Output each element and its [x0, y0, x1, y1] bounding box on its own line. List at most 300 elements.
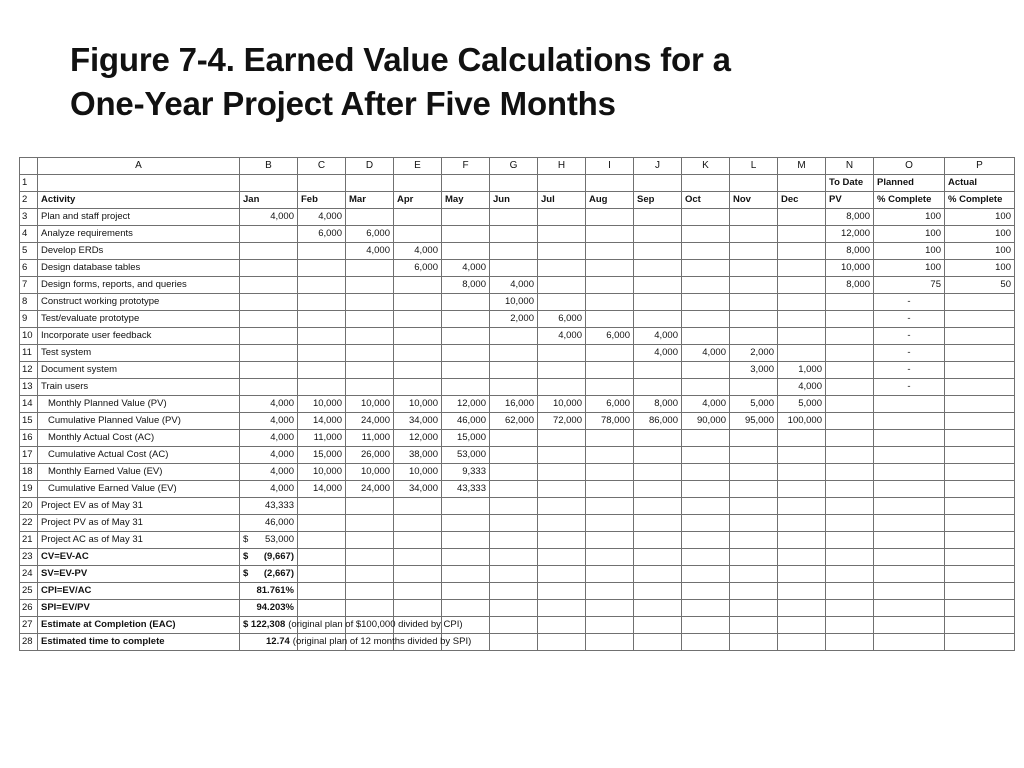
cell-g: Jun	[490, 192, 538, 209]
table-row	[20, 192, 1015, 209]
cell-k	[682, 175, 730, 192]
row-number: 11	[20, 345, 38, 362]
cell-e	[394, 294, 442, 311]
table-row	[20, 175, 1015, 192]
cell-f	[442, 566, 490, 583]
cell-value: 53,000	[264, 534, 294, 545]
cell-l	[730, 447, 778, 464]
cell-h	[538, 243, 586, 260]
cell-i: 6,000	[586, 396, 634, 413]
cell-n: 8,000	[826, 209, 874, 226]
cell-e	[394, 175, 442, 192]
cell-j	[634, 549, 682, 566]
cell-o	[874, 549, 945, 566]
cell-h	[538, 532, 586, 549]
cell-b	[240, 175, 298, 192]
cell-c: 14,000	[298, 481, 346, 498]
cell-m	[778, 583, 826, 600]
cell-f	[442, 311, 490, 328]
cell-a: Document system	[38, 362, 240, 379]
cell-b	[240, 362, 298, 379]
cell-b	[240, 566, 298, 583]
cell-h	[538, 226, 586, 243]
cell-a: Project PV as of May 31	[38, 515, 240, 532]
cell-c	[298, 498, 346, 515]
cell-j: 86,000	[634, 413, 682, 430]
cell-f: 53,000	[442, 447, 490, 464]
cell-n: 8,000	[826, 243, 874, 260]
cell-l	[730, 260, 778, 277]
row-number: 3	[20, 209, 38, 226]
cell-k	[682, 277, 730, 294]
column-header-d: D	[346, 158, 394, 175]
cell-a	[38, 175, 240, 192]
column-header-f: F	[442, 158, 490, 175]
cell-l: 95,000	[730, 413, 778, 430]
cell-n	[826, 413, 874, 430]
cell-j	[634, 498, 682, 515]
cell-n: 12,000	[826, 226, 874, 243]
cell-c	[298, 583, 346, 600]
cell-c	[298, 600, 346, 617]
cell-p: 100	[945, 260, 1015, 277]
cell-b	[240, 311, 298, 328]
cell-e	[394, 311, 442, 328]
cell-i	[586, 260, 634, 277]
cell-f	[442, 515, 490, 532]
cell-n	[826, 617, 874, 634]
cell-o	[874, 498, 945, 515]
cell-value: (9,667)	[263, 551, 294, 562]
cell-h: 6,000	[538, 311, 586, 328]
cell-k	[682, 209, 730, 226]
cell-a: Train users	[38, 379, 240, 396]
cell-k: Oct	[682, 192, 730, 209]
cell-j	[634, 362, 682, 379]
cell-e	[394, 498, 442, 515]
cell-m	[778, 634, 826, 651]
cell-a: Activity	[38, 192, 240, 209]
cell-p	[945, 600, 1015, 617]
cell-l: 3,000	[730, 362, 778, 379]
cell-m	[778, 209, 826, 226]
cell-p: 100	[945, 209, 1015, 226]
cell-j	[634, 600, 682, 617]
cell-n	[826, 396, 874, 413]
table-row	[20, 362, 1015, 379]
cell-g: 2,000	[490, 311, 538, 328]
cell-n: PV	[826, 192, 874, 209]
cell-b	[240, 277, 298, 294]
cell-e: 34,000	[394, 413, 442, 430]
cell-n	[826, 532, 874, 549]
cell-n	[826, 498, 874, 515]
cell-k	[682, 600, 730, 617]
cell-c: 4,000	[298, 209, 346, 226]
column-header-c: C	[298, 158, 346, 175]
cell-k	[682, 362, 730, 379]
slide-title-line1: Figure 7-4. Earned Value Calculations for a	[70, 41, 731, 78]
cell-c	[298, 175, 346, 192]
cell-l: Nov	[730, 192, 778, 209]
cell-i: Aug	[586, 192, 634, 209]
cell-n	[826, 362, 874, 379]
cell-l	[730, 600, 778, 617]
cell-d	[346, 209, 394, 226]
cell-g	[490, 583, 538, 600]
row-number: 1	[20, 175, 38, 192]
row-number: 5	[20, 243, 38, 260]
cell-m	[778, 226, 826, 243]
cell-d: 4,000	[346, 243, 394, 260]
cell-l	[730, 617, 778, 634]
cell-o: -	[874, 362, 945, 379]
table-row	[20, 328, 1015, 345]
column-header-b: B	[240, 158, 298, 175]
cell-n	[826, 600, 874, 617]
cell-m	[778, 294, 826, 311]
cell-j	[634, 634, 682, 651]
cell-e: 38,000	[394, 447, 442, 464]
cell-l	[730, 175, 778, 192]
cell-m	[778, 345, 826, 362]
cell-h	[538, 294, 586, 311]
cell-j	[634, 277, 682, 294]
cell-o	[874, 447, 945, 464]
row-number: 13	[20, 379, 38, 396]
cell-m	[778, 515, 826, 532]
cell-n	[826, 481, 874, 498]
cell-i: 6,000	[586, 328, 634, 345]
cell-i	[586, 498, 634, 515]
cell-d: 10,000	[346, 464, 394, 481]
cell-b: 4,000	[240, 209, 298, 226]
row-number: 28	[20, 634, 38, 651]
cell-d: 24,000	[346, 413, 394, 430]
row-number: 20	[20, 498, 38, 515]
cell-m	[778, 549, 826, 566]
cell-n	[826, 566, 874, 583]
cell-f: 43,333	[442, 481, 490, 498]
cell-b: 4,000	[240, 464, 298, 481]
cell-p	[945, 430, 1015, 447]
cell-j	[634, 175, 682, 192]
cell-b	[240, 226, 298, 243]
cell-l	[730, 379, 778, 396]
cell-i	[586, 617, 634, 634]
cell-o	[874, 532, 945, 549]
slide-title	[70, 38, 970, 126]
cell-f	[442, 328, 490, 345]
column-header-n: N	[826, 158, 874, 175]
cell-b: 4,000	[240, 396, 298, 413]
cell-l	[730, 464, 778, 481]
cell-p	[945, 379, 1015, 396]
cell-e	[394, 532, 442, 549]
row-number: 27	[20, 617, 38, 634]
cell-b: Jan	[240, 192, 298, 209]
table-row	[20, 447, 1015, 464]
cell-d: 24,000	[346, 481, 394, 498]
row-number: 26	[20, 600, 38, 617]
table-row	[20, 396, 1015, 413]
cell-d	[346, 277, 394, 294]
cell-i	[586, 311, 634, 328]
cell-j	[634, 243, 682, 260]
cell-d	[346, 515, 394, 532]
cell-k	[682, 311, 730, 328]
cell-f: 46,000	[442, 413, 490, 430]
cell-d	[346, 328, 394, 345]
cell-f	[442, 209, 490, 226]
cell-i	[586, 277, 634, 294]
cell-k	[682, 515, 730, 532]
table-row	[20, 209, 1015, 226]
cell-l	[730, 243, 778, 260]
cell-n	[826, 345, 874, 362]
cell-i	[586, 481, 634, 498]
row-number: 25	[20, 583, 38, 600]
cell-n: 8,000	[826, 277, 874, 294]
cell-g	[490, 498, 538, 515]
cell-p	[945, 583, 1015, 600]
row-number: 22	[20, 515, 38, 532]
cell-c	[298, 515, 346, 532]
cell-c	[298, 532, 346, 549]
cell-h: 72,000	[538, 413, 586, 430]
cell-e: Apr	[394, 192, 442, 209]
cell-a: Cumulative Earned Value (EV)	[38, 481, 240, 498]
table-row	[20, 379, 1015, 396]
column-header-g: G	[490, 158, 538, 175]
cell-e: 10,000	[394, 464, 442, 481]
cell-b	[240, 379, 298, 396]
cell-k	[682, 464, 730, 481]
cell-a: Cumulative Planned Value (PV)	[38, 413, 240, 430]
cell-p	[945, 328, 1015, 345]
cell-d: 11,000	[346, 430, 394, 447]
table-row	[20, 413, 1015, 430]
cell-c	[298, 243, 346, 260]
cell-j	[634, 209, 682, 226]
cell-h	[538, 379, 586, 396]
cell-d: 26,000	[346, 447, 394, 464]
cell-c: 14,000	[298, 413, 346, 430]
cell-e	[394, 515, 442, 532]
dollar-sign: $	[243, 551, 249, 562]
cell-o: 100	[874, 243, 945, 260]
cell-i	[586, 532, 634, 549]
cell-o: 75	[874, 277, 945, 294]
cell-i	[586, 209, 634, 226]
cell-i	[586, 430, 634, 447]
cell-o	[874, 464, 945, 481]
cell-a: Test/evaluate prototype	[38, 311, 240, 328]
cell-o: 100	[874, 226, 945, 243]
cell-a: Design forms, reports, and queries	[38, 277, 240, 294]
table-row	[20, 566, 1015, 583]
cell-c	[298, 362, 346, 379]
cell-i: 78,000	[586, 413, 634, 430]
cell-g: 4,000	[490, 277, 538, 294]
table-row	[20, 549, 1015, 566]
cell-e	[394, 583, 442, 600]
cell-f: 9,333	[442, 464, 490, 481]
cell-d	[346, 498, 394, 515]
etc-note: (original plan of 12 months divided by SPI)	[292, 636, 472, 647]
cell-h	[538, 600, 586, 617]
cell-m	[778, 600, 826, 617]
cell-m	[778, 277, 826, 294]
cell-c: Feb	[298, 192, 346, 209]
cell-h	[538, 583, 586, 600]
cell-b: 81.761%	[240, 583, 298, 600]
cell-l: 2,000	[730, 345, 778, 362]
cell-c	[298, 294, 346, 311]
cell-g	[490, 600, 538, 617]
cell-p	[945, 396, 1015, 413]
cell-m	[778, 430, 826, 447]
row-number: 24	[20, 566, 38, 583]
cell-i	[586, 175, 634, 192]
row-number: 2	[20, 192, 38, 209]
cell-o: -	[874, 311, 945, 328]
cell-l	[730, 209, 778, 226]
cell-j	[634, 515, 682, 532]
cell-p: 50	[945, 277, 1015, 294]
cell-i	[586, 447, 634, 464]
cell-b	[240, 328, 298, 345]
cell-c: 6,000	[298, 226, 346, 243]
cell-f	[442, 379, 490, 396]
row-number: 10	[20, 328, 38, 345]
column-header-k: K	[682, 158, 730, 175]
row-number: 4	[20, 226, 38, 243]
cell-e	[394, 362, 442, 379]
cell-f: 4,000	[442, 260, 490, 277]
cell-b	[240, 345, 298, 362]
cell-k	[682, 328, 730, 345]
cell-g	[490, 379, 538, 396]
row-number: 12	[20, 362, 38, 379]
cell-p	[945, 481, 1015, 498]
cell-e	[394, 209, 442, 226]
table-row	[20, 430, 1015, 447]
cell-l	[730, 583, 778, 600]
cell-d	[346, 294, 394, 311]
cell-f	[442, 583, 490, 600]
cell-c	[298, 277, 346, 294]
cell-b: 46,000	[240, 515, 298, 532]
cell-m	[778, 328, 826, 345]
cell-p	[945, 515, 1015, 532]
cell-j	[634, 566, 682, 583]
cell-o	[874, 634, 945, 651]
cell-p	[945, 464, 1015, 481]
cell-h	[538, 447, 586, 464]
cell-o: 100	[874, 209, 945, 226]
table-row	[20, 277, 1015, 294]
cell-a: Estimated time to complete	[38, 634, 240, 651]
row-number: 17	[20, 447, 38, 464]
cell-p	[945, 617, 1015, 634]
cell-h	[538, 498, 586, 515]
table-row	[20, 532, 1015, 549]
row-number: 7	[20, 277, 38, 294]
cell-i	[586, 379, 634, 396]
cell-i	[586, 566, 634, 583]
cell-o	[874, 617, 945, 634]
cell-a: Estimate at Completion (EAC)	[38, 617, 240, 634]
cell-p: % Complete	[945, 192, 1015, 209]
column-header-p: P	[945, 158, 1015, 175]
cell-h	[538, 175, 586, 192]
cell-g	[490, 328, 538, 345]
cell-g	[490, 447, 538, 464]
row-number: 9	[20, 311, 38, 328]
cell-p	[945, 447, 1015, 464]
cell-b: 4,000	[240, 447, 298, 464]
cell-l	[730, 498, 778, 515]
row-number: 19	[20, 481, 38, 498]
cell-h	[538, 464, 586, 481]
cell-k	[682, 226, 730, 243]
table-row	[20, 600, 1015, 617]
cell-f	[442, 294, 490, 311]
cell-j	[634, 260, 682, 277]
cell-m: 5,000	[778, 396, 826, 413]
cell-e: 34,000	[394, 481, 442, 498]
column-header-i: I	[586, 158, 634, 175]
cell-f	[442, 549, 490, 566]
cell-o	[874, 515, 945, 532]
cell-g	[490, 362, 538, 379]
cell-k	[682, 583, 730, 600]
cell-o: -	[874, 379, 945, 396]
cell-a: Incorporate user feedback	[38, 328, 240, 345]
cell-b	[240, 634, 472, 651]
cell-f	[442, 345, 490, 362]
cell-l	[730, 634, 778, 651]
cell-p	[945, 311, 1015, 328]
cell-j: 8,000	[634, 396, 682, 413]
row-number: 14	[20, 396, 38, 413]
cell-c	[298, 345, 346, 362]
cell-h	[538, 430, 586, 447]
table-row	[20, 243, 1015, 260]
cell-f	[442, 226, 490, 243]
cell-e	[394, 226, 442, 243]
cell-g	[490, 634, 538, 651]
table-row	[20, 226, 1015, 243]
cell-g	[490, 430, 538, 447]
cell-e	[394, 566, 442, 583]
cell-k	[682, 634, 730, 651]
cell-m: 1,000	[778, 362, 826, 379]
cell-l	[730, 515, 778, 532]
cell-n: To Date	[826, 175, 874, 192]
cell-o: 100	[874, 260, 945, 277]
cell-m	[778, 260, 826, 277]
cell-f: May	[442, 192, 490, 209]
cell-a: Monthly Planned Value (PV)	[38, 396, 240, 413]
cell-d	[346, 345, 394, 362]
cell-n	[826, 430, 874, 447]
cell-h	[538, 345, 586, 362]
cell-n	[826, 583, 874, 600]
cell-c	[298, 566, 346, 583]
column-header-l: L	[730, 158, 778, 175]
